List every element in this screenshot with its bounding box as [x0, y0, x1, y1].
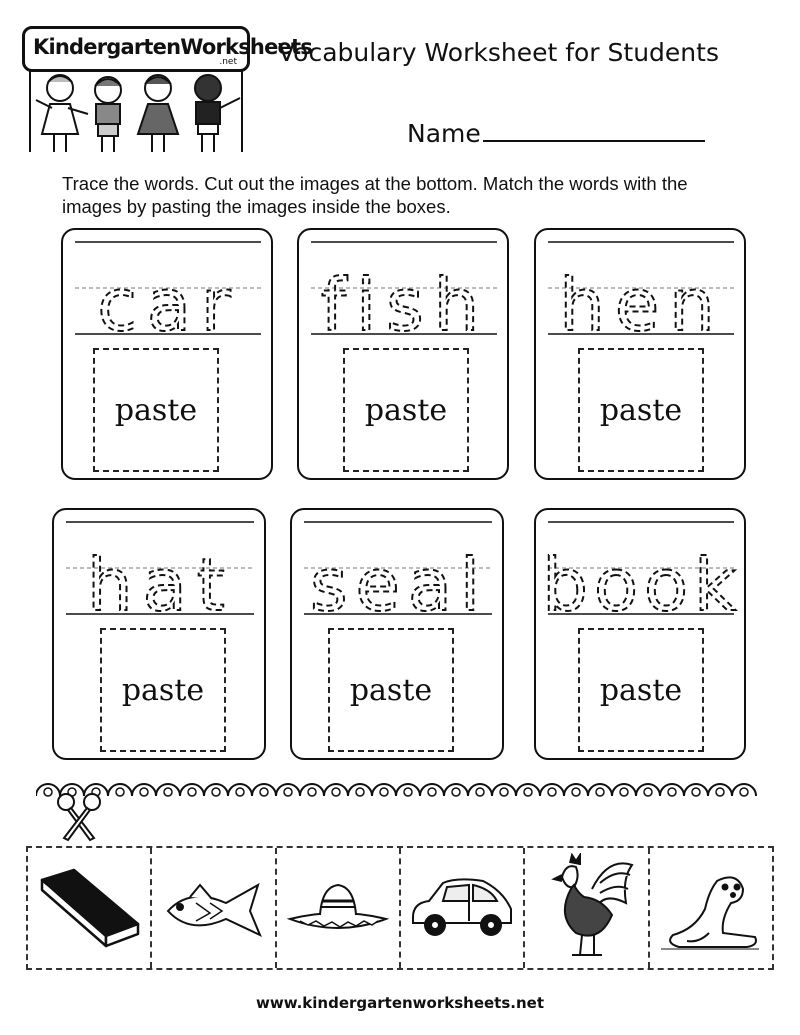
fish-icon	[160, 873, 266, 943]
paste-box[interactable]	[578, 348, 704, 472]
site-logo	[18, 12, 312, 160]
paste-label: paste	[121, 672, 205, 708]
word-card-car	[61, 228, 273, 480]
car-icon	[407, 873, 517, 943]
trace-word: fish	[320, 263, 490, 347]
logo-brand-a: Kindergarten	[33, 35, 181, 59]
paste-box[interactable]	[343, 348, 469, 472]
trace-word: hat	[87, 543, 235, 627]
cutout-cell[interactable]	[401, 848, 525, 968]
cutout-cell[interactable]	[650, 848, 772, 968]
cutout-cell[interactable]	[152, 848, 276, 968]
hat-icon	[286, 873, 390, 943]
kids-illustration-icon	[28, 70, 248, 160]
paste-label: paste	[364, 392, 448, 428]
trace-word: hen	[559, 263, 725, 347]
cutout-cell[interactable]	[525, 848, 649, 968]
logo-suffix: .net	[219, 57, 237, 67]
logo-sign	[22, 26, 312, 72]
word-card-hat	[52, 508, 266, 760]
name-label: Name	[407, 119, 481, 148]
paste-label: paste	[349, 672, 433, 708]
page-title: Vocabulary Worksheet for Students	[278, 38, 719, 67]
word-card-fish	[297, 228, 509, 480]
hen-icon	[536, 853, 636, 963]
seal-icon	[659, 863, 763, 953]
cutout-images-row	[26, 846, 774, 970]
paste-label: paste	[599, 392, 683, 428]
footer-url: www.kindergartenworksheets.net	[255, 994, 544, 1012]
word-card-book	[534, 508, 746, 760]
word-card-hen	[534, 228, 746, 480]
logo-text	[33, 35, 312, 59]
word-card-seal	[290, 508, 504, 760]
scalloped-cut-line	[36, 776, 766, 798]
trace-word: seal	[310, 543, 488, 627]
name-field[interactable]	[483, 118, 705, 142]
paste-label: paste	[114, 392, 198, 428]
paste-box[interactable]	[100, 628, 226, 752]
cutout-cell[interactable]	[277, 848, 401, 968]
scissors-icon	[54, 792, 104, 842]
paste-box[interactable]	[328, 628, 454, 752]
cutout-cell[interactable]	[28, 848, 152, 968]
paste-box[interactable]	[578, 628, 704, 752]
logo-brand-b: Worksheets	[180, 35, 312, 59]
instructions: Trace the words. Cut out the images at the bottom. Match the words with the images by pasting the images inside the boxes.	[62, 173, 688, 217]
trace-word: car	[97, 263, 241, 347]
name-row	[407, 118, 705, 148]
trace-word: book	[542, 543, 742, 627]
book-icon	[34, 866, 144, 950]
paste-label: paste	[599, 672, 683, 708]
paste-box[interactable]	[93, 348, 219, 472]
